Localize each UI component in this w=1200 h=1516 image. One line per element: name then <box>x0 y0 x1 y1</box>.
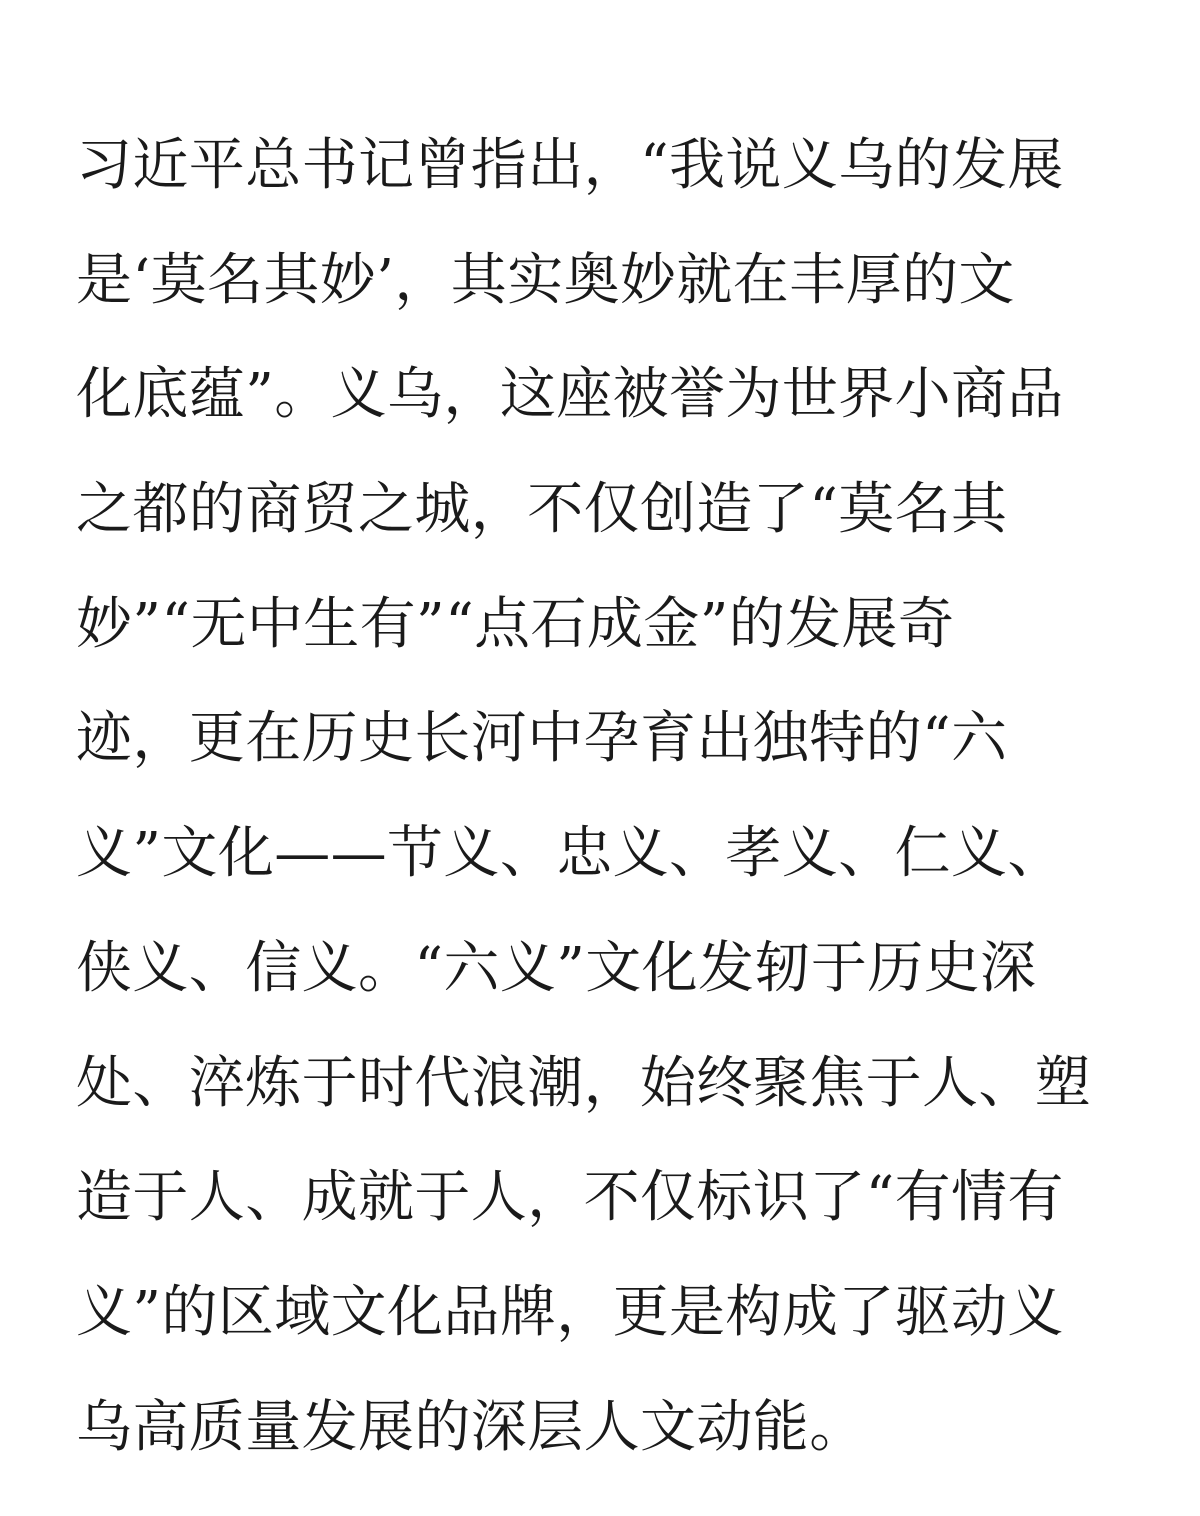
text-line: 之都的商贸之城，不仅创造了“莫名其 <box>76 477 1008 543</box>
text-line: 妙”“无中生有”“点石成金”的发展奇 <box>76 591 955 657</box>
text-line: 习近平总书记曾指出，“我说义乌的发展 <box>76 133 1064 198</box>
text-line: 迹，更在历史长河中孕育出独特的“六 <box>76 706 1008 772</box>
text-line: 侠义、信义。“六义”文化发轫于历史深 <box>76 935 1037 1001</box>
article-body <box>76 118 1136 1494</box>
text-line: 义”的区域文化品牌，更是构成了驱动义 <box>76 1279 1064 1345</box>
text-line: 是‘莫名其妙’，其实奥妙就在丰厚的文 <box>76 247 1015 313</box>
text-line: 化底蕴”。义乌，这座被誉为世界小商品 <box>76 362 1064 428</box>
text-line: 处、淬炼于时代浪潮，始终聚焦于人、塑 <box>76 1050 1092 1116</box>
text-line: 乌高质量发展的深层人文动能。 <box>76 1394 866 1460</box>
text-line: 义”文化——节义、忠义、孝义、仁义、 <box>76 821 1064 887</box>
text-line: 造于人、成就于人，不仅标识了“有情有 <box>76 1165 1064 1231</box>
